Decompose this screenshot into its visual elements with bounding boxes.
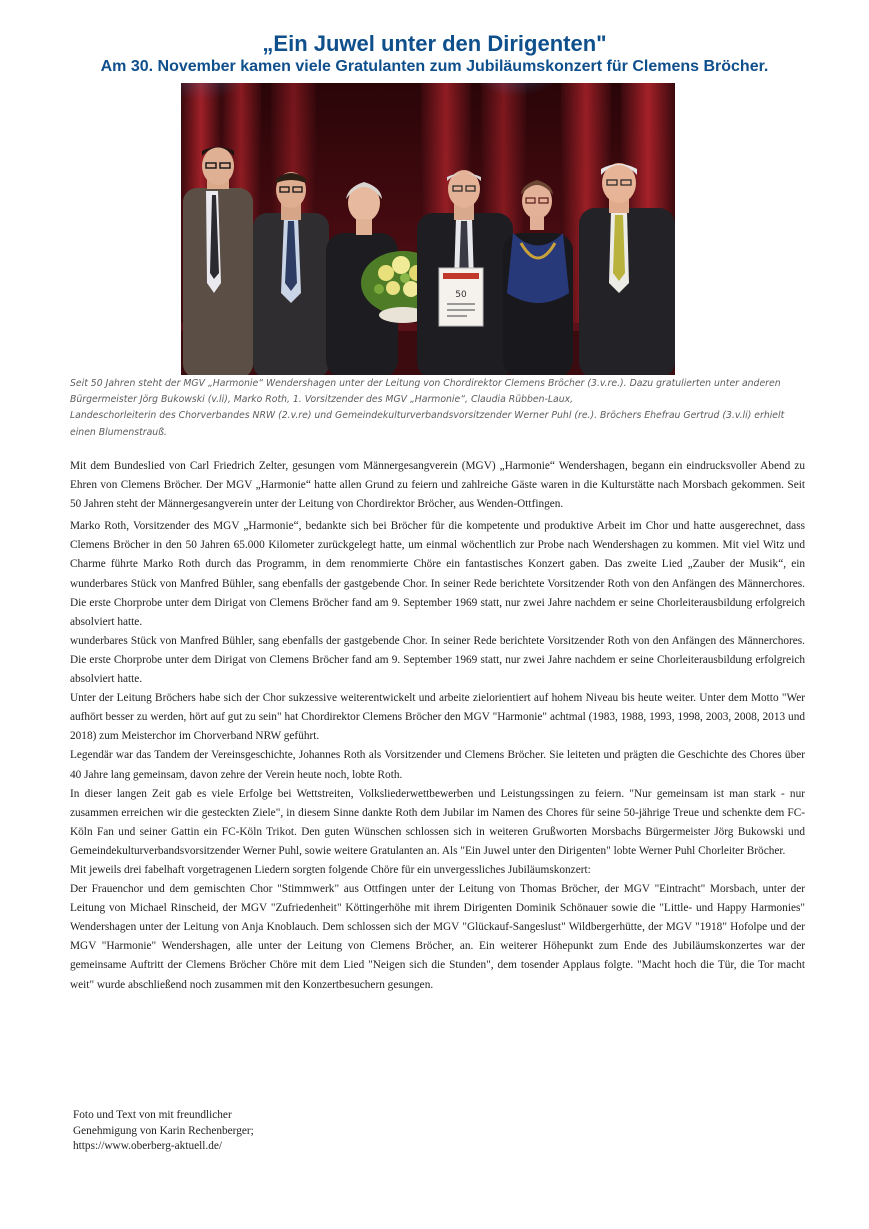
caption-line: Seit 50 Jahren steht der MGV „Harmonie“ Wendershagen unter der Leitung von Chordirektor Clemens Bröcher (3.v.re.). Dazu gratulierten unter anderen: [70, 378, 781, 389]
caption-line: Landeschorleiterin des Chorverbandes NRW (2.v.re) und Gemeindekulturverbandsvorsitzender Werner Puhl (re.). Bröchers Ehefrau Gertrud (3.v.li) erhielt: [70, 410, 785, 422]
body-paragraph: Mit dem Bundeslied von Carl Friedrich Zelter, gesungen vom Männergesangverein (MGV) „Harmonie“ Wendershagen, begann ein eindrucksvoller Abend zu Ehren von Clemens Bröcher. Der MGV „Harmonie“ hatte allen Grund zu feiern und zahlreiche Gäste waren in die Kulturstätte nach Morsbach gekommen. Seit 50 Jahren steht der Männergesangverein unter der Leitung von Chordirektor Bröcher, aus Wenden-Ottfingen.: [70, 460, 805, 511]
caption-line: einen Blumenstrauß.: [70, 426, 167, 438]
article-subheadline: Am 30. November kamen viele Gratulanten zum Jubiläumskonzert für Clemens Bröcher.: [100, 58, 769, 75]
body-paragraph: In dieser langen Zeit gab es viele Erfolge bei Wettstreiten, Volksliederwettbewerben und Leistungssingen zu feiern. "Nur gemeinsam ist man stark - nur zusammen erreichen wir die gesteckten Ziele", in diesem Sinne dankte Roth dem Jubilar im Namen des Chores für seine 50-jährige Treue und schenkte dem FC-Köln Fan und seiner Gattin ein FC-Köln Trikot. Den guten Wünschen schlossen sich in weiteren Grußworten Morsbachs Bürgermeister Jörg Bukowski und Gemeindekulturverbandsvorsitzender Werner Puhl, sowie weitere Gratulanten an. Als "Ein Juwel unter den Dirigenten" lobte Werner Puhl Chorleiter Bröcher.: [70, 787, 805, 857]
body-paragraph: Mit jeweils drei fabelhaft vorgetragenen Liedern sorgten folgende Chöre für ein unvergessliches Jubiläumskonzert:: [70, 863, 591, 876]
credit-url: https://www.oberberg-aktuell.de/: [73, 1140, 223, 1152]
credit-line: Genehmigung von Karin Rechenberger;: [73, 1124, 254, 1137]
concert-photo: [181, 83, 675, 375]
caption-line: Bürgermeister Jörg Bukowski (v.li), Marko Roth, 1. Vorsitzender des MGV „Harmonie“, Claudia Rübben-Laux,: [70, 394, 574, 406]
article-body: [70, 457, 805, 995]
body-paragraph: wunderbares Stück von Manfred Bühler, sang ebenfalls der gastgebende Chor. In seiner Rede berichtete Vorsitzender Roth von den Anfängen des Männerchores. Die erste Chorprobe unter dem Dirigat von Clemens Bröcher fand am 9. September 1969 statt, nur zwei Jahre nachdem er seine Chorleiterausbildung erfolgreich absolviert hatte.: [70, 634, 805, 686]
photo-caption: [70, 376, 800, 441]
body-paragraph: Unter der Leitung Bröchers habe sich der Chor sukzessive weiterentwickelt und arbeite zielorientiert auf hohem Niveau bis heute weiter. Unter dem Motto "Wer aufhört besser zu werden, hört auf gut zu sein" hat Chordirektor Clemens Bröcher den MGV "Harmonie" achtmal (1983, 1988, 1993, 1998, 2003, 2008, 2013 und 2018) zum Meisterchor im Chorverband NRW geführt.: [70, 692, 805, 743]
certificate-text: 50: [455, 290, 467, 300]
body-paragraph: Der Frauenchor und dem gemischten Chor "Stimmwerk" aus Ottfingen unter der Leitung von Thomas Bröcher, der MGV "Eintracht" Morsbach, unter der Leitung von Michael Rinscheid, der MGV "Zufriedenheit" Köttingerhöhe mit ihrem Dirigenten Dominik Schönauer sowie die "Little- und Happy Harmonies" Wendershagen unter der Leitung von Anja Knoblauch. Dem schlossen sich der MGV "Glückauf-Sangeslust" Wildbergerhütte, der MGV "1918" Hofolpe und der MGV "Harmonie" Wendershagen, alle unter der Leitung von Clemens Bröcher, an. Ein weiterer Höhepunkt zum Ende des Jubiläumskonzertes war der gemeinsame Auftritt der Clemens Bröcher Chöre mit dem Lied "Neigen sich die Stunden", dem tosender Applaus folgte. "Macht hoch die Tür, die Tor macht weit" wurde abschließend noch zusammen mit den Konzertbesuchern gesungen.: [70, 883, 805, 991]
credit-line: Foto und Text von mit freundlicher: [73, 1109, 232, 1121]
concert-photo-graphic: [181, 83, 675, 375]
body-paragraph: Marko Roth, Vorsitzender des MGV „Harmonie“, bedankte sich bei Bröcher für die kompetente und produktive Arbeit im Chor und hatte ausgerechnet, dass Clemens Bröcher in den 50 Jahren 65.000 Kilometer zurückgelegt hatte, um einmal wöchentlich zur Probe nach Wendershagen zu kommen. Mit viel Witz und Charme führte Marko Roth durch das Programm, in dem renommierte Chöre ein fantastisches Konzert gaben. Das zweite Lied „Zauber der Musik“, ein wunderbares Stück von Manfred Bühler, sang ebenfalls der gastgebende Chor. In seiner Rede berichtete Vorsitzender Roth von den Anfängen des Männerchores. Die erste Chorprobe unter dem Dirigat von Clemens Bröcher fand am 9. September 1969 statt, nur zwei Jahre nachdem er seine Chorleiterausbildung erfolgreich absolviert hatte.: [70, 520, 805, 628]
article-headline: „Ein Juwel unter den Dirigenten": [262, 31, 607, 56]
body-paragraph: Legendär war das Tandem der Vereinsgeschichte, Johannes Roth als Vorsitzender und Clemens Bröcher. Sie leiteten und prägten die Geschichte des Chores über 40 Jahre lang gemeinsam, davon zehre der Verein heute noch, lobte Roth.: [70, 749, 805, 781]
photo-credit: [73, 1108, 373, 1155]
